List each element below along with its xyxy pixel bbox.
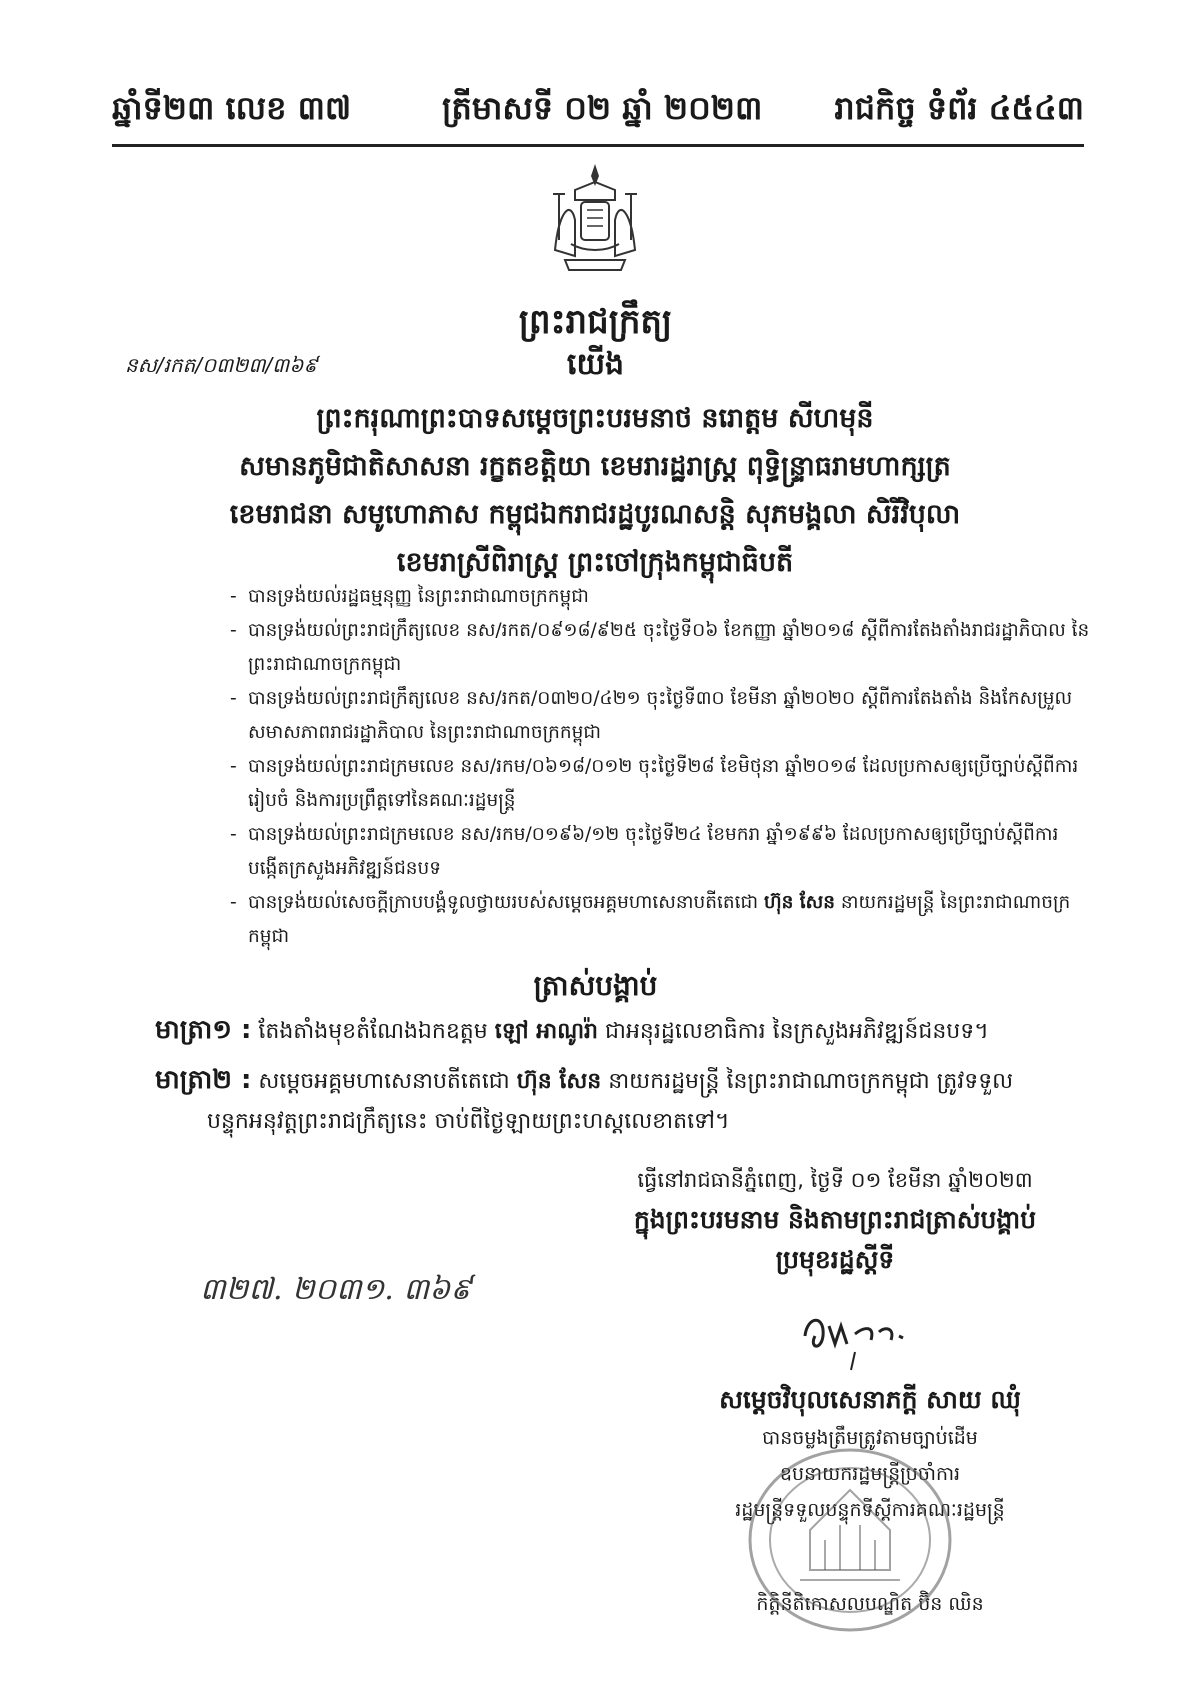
signer-name: សម្តេចវិបុលសេនាភក្តី សាយ ឈុំ: [719, 1385, 1021, 1414]
signature-icon: [795, 1296, 915, 1376]
reference-item: - បានទ្រង់យល់ព្រះរាជក្រឹត្យលេខ នស/រកត/០៣២០/៤២១ ចុះថ្ងៃទី៣០ ខែមីនា ឆ្នាំ២០២០ ស្តីពីការតែងតាំង និងកែសម្រួលសមាសភាពរាជរដ្ឋាភិបាល នៃព្រះរាជាណាចក្រកម្ពុជា: [230, 688, 1073, 743]
king-title-line: សមានភូមិជាតិសាសនា រក្ខតខត្តិយា ខេមរារដ្ឋរាស្ត្រ ពុទ្ធិន្ទ្រាធរាមហាក្សត្រ: [239, 451, 951, 482]
handwritten-reference: ៣២៧. ២០៣១. ៣៦៩: [200, 1272, 472, 1307]
king-title-line: ព្រះករុណាព្រះបាទសម្តេចព្រះបរមនាថ នរោត្តម សីហមុនី: [316, 403, 874, 434]
king-title-line: ខេមរាស្រីពិរាស្ត្រ ព្រះចៅក្រុងកម្ពុជាធិបតី: [396, 547, 794, 578]
signing-date: ធ្វើនៅរាជធានីភ្នំពេញ, ថ្ងៃទី ០១ ខែមីនា ឆ្នាំ២០២៣: [637, 1168, 1033, 1192]
document-type-title: ព្រះរាជក្រឹត្យ: [518, 302, 673, 342]
article-2: មាត្រា២ : សម្តេចអគ្គមហាសេនាបតីតេជោ ហ៊ុន សែន នាយករដ្ឋមន្ត្រី នៃព្រះរាជាណាចក្រកម្ពុជា ត្រូវទទួល បន្ទុកអនុវត្តព្រះរាជក្រឹត្យនេះ ចាប់ពីថ្ងៃឡាយព្រះហស្តលេខាតទៅ។: [155, 1060, 1085, 1142]
royal-arms-emblem-icon: [545, 160, 645, 280]
article-continuation: បន្ទុកអនុវត្តព្រះរាជក្រឹត្យនេះ ចាប់ពីថ្ងៃឡាយព្រះហស្តលេខាតទៅ។: [207, 1109, 730, 1134]
acting-head-of-state: ប្រមុខរដ្ឋស្តីទី: [775, 1245, 895, 1274]
article-label: មាត្រា២ :: [155, 1065, 252, 1095]
king-title-block: [130, 395, 1060, 587]
prime-minister-name: ហ៊ុន សែន: [764, 892, 836, 913]
decree-heading: ត្រាស់បង្គាប់: [533, 969, 658, 1002]
signing-authority-line: ក្នុងព្រះបរមនាម និងតាមព្រះរាជត្រាស់បង្គាប់: [633, 1205, 1037, 1234]
certified-copy-note: បានចម្លងត្រឹមត្រូវតាមច្បាប់ដើម: [762, 1427, 978, 1449]
gazette-page-number: រាជកិច្ច ទំព័រ ៤៥៤៣: [834, 89, 1084, 127]
article-label: មាត្រា១ :: [155, 1015, 252, 1045]
article-1: មាត្រា១ : តែងតាំងមុខតំណែងឯកឧត្តម ឡៅ អាណូរ៉ា ជាអនុរដ្ឋលេខាធិការ នៃក្រសួងអភិវឌ្ឍន៍ជនបទ។: [155, 1015, 989, 1045]
signer-title: ឧបនាយករដ្ឋមន្ត្រីប្រចាំការ: [779, 1463, 961, 1485]
header-divider: [112, 144, 1084, 147]
reference-item: - បានទ្រង់យល់ព្រះរាជក្រមលេខ នស/រកម/០១៩៦/១២ ចុះថ្ងៃទី២៤ ខែមករា ឆ្នាំ១៩៩៦ ដែលប្រកាសឲ្យប្រើច្បាប់ស្តីពីការបង្កើតក្រសួងអភិវឌ្ឍន៍ជនបទ: [230, 824, 1059, 879]
decree-reference-number: នស/រកត/០៣២៣/៣៦៩: [125, 353, 318, 377]
king-title-line: ខេមរាជនា សមូហោភាស កម្ពុជឯករាជរដ្ឋបូរណសន្តិ សុភមង្គលា សិរីវិបុលា: [229, 499, 961, 530]
reference-item: - បានទ្រង់យល់រដ្ឋធម្មនុញ្ញ នៃព្រះរាជាណាចក្រកម្ពុជា: [230, 586, 589, 607]
we-heading: យើង: [566, 347, 625, 382]
official-seal-stamp-icon: [740, 1440, 960, 1640]
reference-item: - បានទ្រង់យល់ព្រះរាជក្រឹត្យលេខ នស/រកត/០៩១៨/៩២៥ ចុះថ្ងៃទី០៦ ខែកញ្ញា ឆ្នាំ២០១៨ ស្តីពីការតែងតាំងរាជរដ្ឋាភិបាល នៃព្រះរាជាណាចក្រកម្ពុជា: [230, 620, 1090, 675]
appointee-name: ឡៅ អាណូរ៉ា: [494, 1019, 599, 1044]
signing-block: [575, 1160, 1095, 1280]
reference-item: - បានទ្រង់យល់ព្រះរាជក្រមលេខ នស/រកម/០៦១៨/០១២ ចុះថ្ងៃទី២៨ ខែមិថុនា ឆ្នាំ២០១៨ ដែលប្រកាសឲ្យប្រើច្បាប់ស្តីពីការរៀបចំ និងការប្រព្រឹត្តទៅនៃគណៈរដ្ឋមន្ត្រី: [230, 756, 1079, 811]
gazette-quarter: ត្រីមាសទី ០២ ឆ្នាំ ២០២៣: [442, 89, 763, 127]
gazette-year-issue: ឆ្នាំទី២៣ លេខ ៣៧: [112, 89, 352, 127]
legal-references-list: [230, 580, 1090, 954]
signer-title: រដ្ឋមន្ត្រីទទួលបន្ទុកទីស្តីការគណៈរដ្ឋមន្ត្រី: [735, 1499, 1005, 1521]
reference-item: - បានទ្រង់យល់សេចក្តីក្រាបបង្គំទូលថ្វាយរបស់សម្តេចអគ្គមហាសេនាបតីតេជោ ហ៊ុន សែន នាយករដ្ឋមន្ត្រី នៃព្រះរាជាណាចក្រកម្ពុជា: [230, 892, 1071, 947]
gazette-header: [112, 88, 1084, 148]
prime-minister-name: ហ៊ុន សែន: [516, 1069, 602, 1094]
certifier-name: កិត្តិនីតិកោសលបណ្ឌិត ប៊ិន ឈិន: [756, 1593, 984, 1615]
